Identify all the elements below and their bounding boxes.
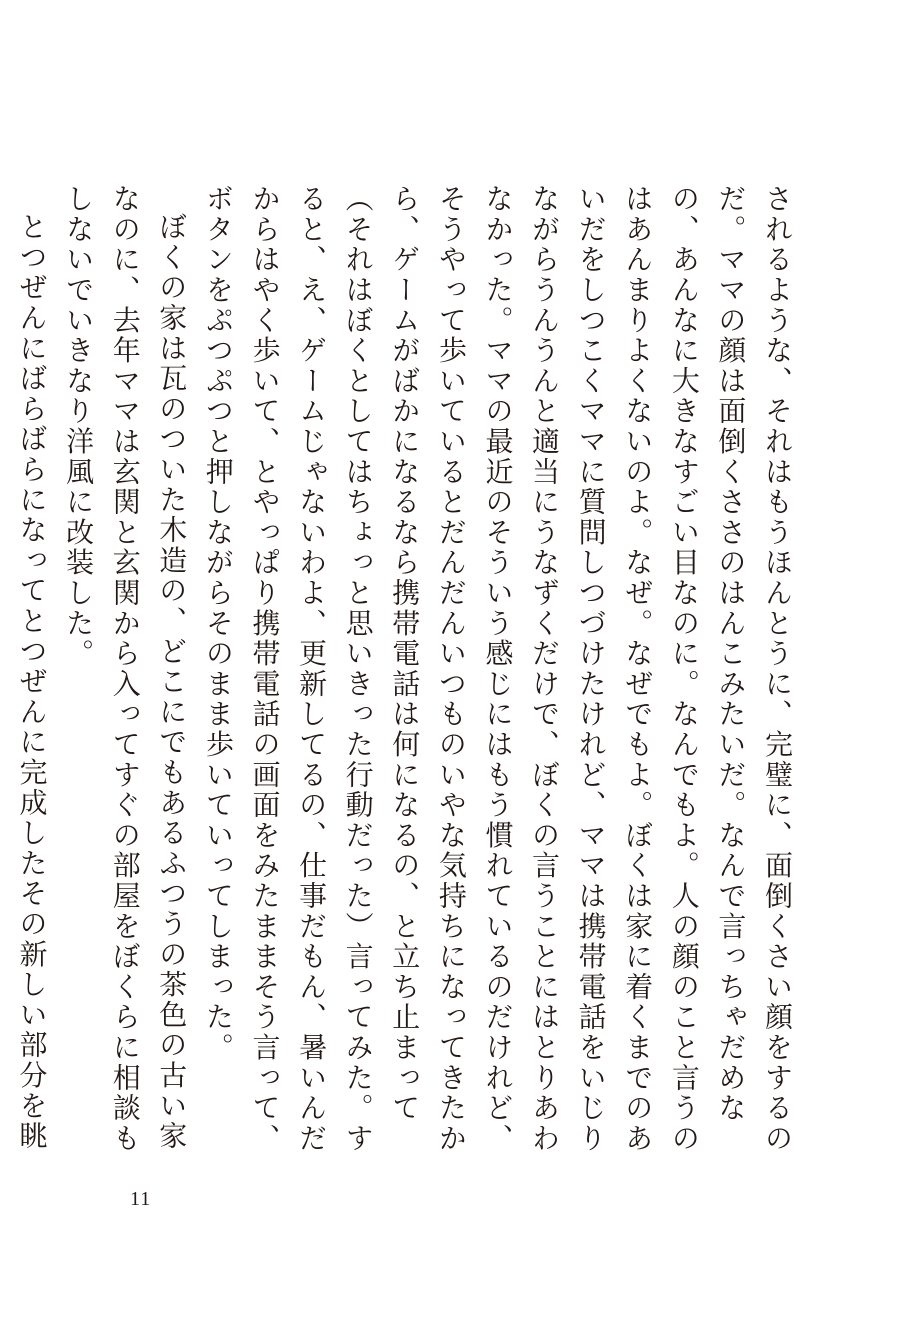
- page-number: 11: [130, 1188, 152, 1210]
- vertical-text-body: [15, 184, 800, 1174]
- paragraph-1: されるような、それはもうほんとうに、完璧に、面倒くさい顔をするのだ。ママの顔は面倒くささのはんこみたいだ。なんで言っちゃだめなの、あんなに大きなすごい目なのに。なんでもよ。人の顔のこと言うのはあんまりよくないのよ。なぜ。なぜでもよ。ぼくは家に着くまでのあいだをしつこくママに質問しつづけたけれど、ママは携帯電話をいじりながらうんうんと適当にうなずくだけで、ぼくの言うことにはとりあわなかった。ママの最近のそういう感じにはもう慣れているのだけれど、そうやって歩いているとだんだんいつものいやな気持ちになってきたから、ゲームがばかになるなら携帯電話は何になるの、と立ち止まって（それはぼくとしてはちょっと思いきった行動だった）言ってみた。すると、え、ゲームじゃないわよ、更新してるの、仕事だもん、暑いんだからはやく歩いて、とやっぱり携帯電話の画面をみたままそう言って、ボタンをぷつぷつと押しながらそのまま歩いていってしまった。: [201, 184, 794, 1154]
- paragraph-2: ぼくの家は瓦のついた木造の、どこにでもあるふつうの茶色の古い家なのに、去年ママは玄関と玄関から入ってすぐの部屋をぼくらに相談もしないでいきなり洋風に改装した。: [62, 184, 189, 1154]
- paragraph-3: とつぜんにばらばらになってとつぜんに完成したその新しい部分を眺: [15, 212, 49, 1152]
